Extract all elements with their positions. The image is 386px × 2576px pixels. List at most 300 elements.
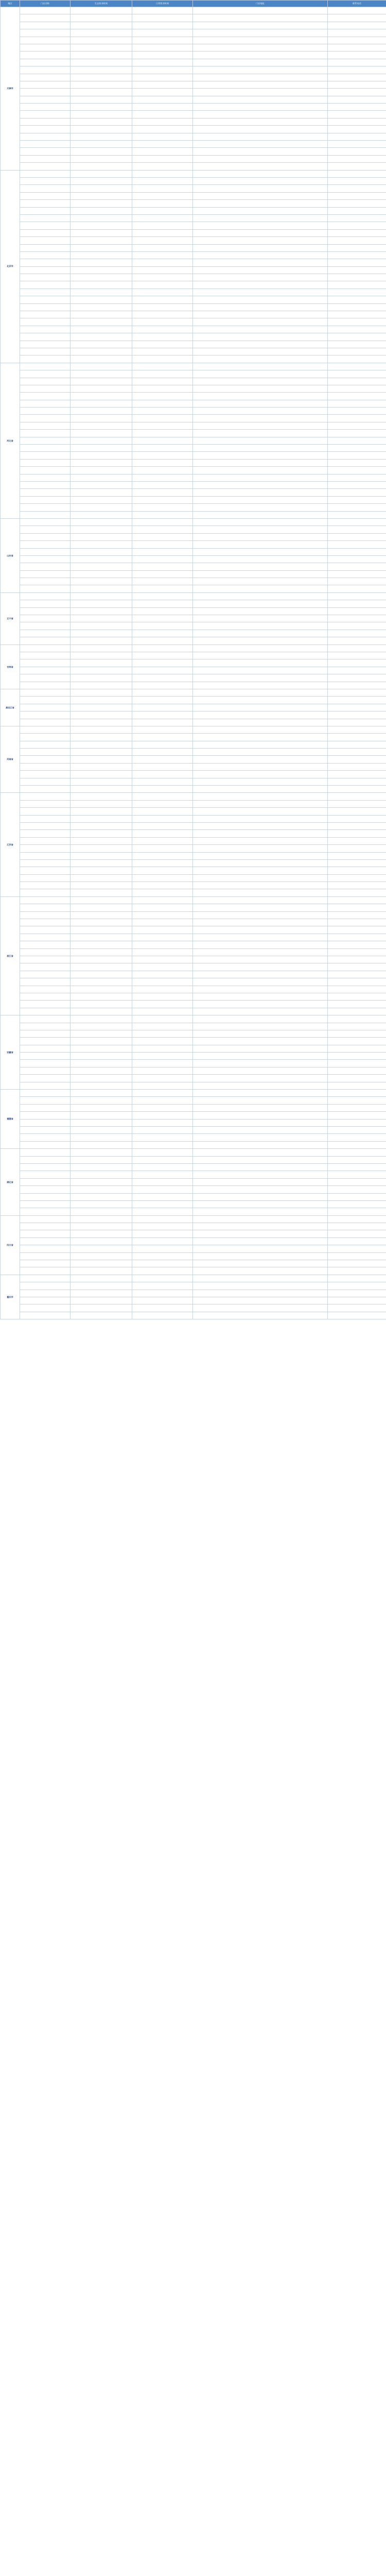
table-cell <box>71 637 132 645</box>
table-cell <box>71 251 132 259</box>
table-row <box>1 1134 386 1141</box>
table-cell <box>132 859 193 867</box>
table-cell <box>132 1030 193 1037</box>
table-cell <box>193 1141 328 1148</box>
table-cell <box>328 719 386 726</box>
table-cell <box>71 244 132 251</box>
table-cell <box>71 919 132 926</box>
table-cell <box>71 896 132 904</box>
table-cell <box>132 222 193 229</box>
table-row <box>1 963 386 971</box>
table-cell <box>20 518 71 526</box>
table-cell <box>71 652 132 659</box>
table-cell <box>20 956 71 963</box>
table-cell <box>71 682 132 689</box>
table-cell <box>132 177 193 184</box>
table-cell <box>20 822 71 829</box>
table-cell <box>20 904 71 911</box>
table-row <box>1 1112 386 1119</box>
table-cell <box>328 749 386 756</box>
table-cell <box>71 585 132 592</box>
table-cell <box>328 1223 386 1230</box>
table-cell <box>132 163 193 170</box>
table-cell <box>328 711 386 719</box>
table-cell <box>20 170 71 177</box>
table-cell <box>20 548 71 555</box>
table-cell <box>193 1230 328 1238</box>
table-row <box>1 1015 386 1023</box>
table-row <box>1 555 386 563</box>
table-cell <box>328 370 386 378</box>
table-cell <box>328 1275 386 1282</box>
table-cell <box>328 822 386 829</box>
table-cell <box>20 200 71 207</box>
table-cell <box>71 207 132 214</box>
table-row <box>1 66 386 74</box>
table-cell <box>193 1304 328 1312</box>
table-cell <box>71 445 132 452</box>
table-row <box>1 993 386 1000</box>
table-cell <box>193 200 328 207</box>
table-cell <box>71 622 132 630</box>
table-cell <box>328 229 386 236</box>
table-cell <box>71 645 132 652</box>
table-cell <box>328 14 386 22</box>
table-cell <box>20 415 71 422</box>
table-cell <box>132 1223 193 1230</box>
table-cell <box>193 734 328 741</box>
table-cell <box>71 185 132 192</box>
table-cell <box>132 348 193 355</box>
table-row <box>1 1119 386 1126</box>
table-cell <box>132 7 193 14</box>
table-cell <box>71 808 132 815</box>
table-cell <box>20 1208 71 1215</box>
table-cell <box>20 1053 71 1060</box>
table-cell <box>193 941 328 948</box>
table-cell <box>193 266 328 274</box>
table-cell <box>71 355 132 363</box>
table-row <box>1 1282 386 1290</box>
table-cell <box>193 800 328 807</box>
table-cell <box>20 763 71 770</box>
table-row <box>1 533 386 540</box>
region-cell: 河北省 <box>1 363 20 518</box>
region-cell: 吉林省 <box>1 645 20 689</box>
table-cell <box>132 652 193 659</box>
table-cell <box>132 941 193 948</box>
table-cell <box>71 1260 132 1267</box>
table-cell <box>193 1245 328 1252</box>
table-cell <box>193 289 328 296</box>
table-row <box>1 185 386 192</box>
table-cell <box>71 541 132 548</box>
table-cell <box>20 615 71 622</box>
table-cell <box>71 1267 132 1275</box>
table-cell <box>328 800 386 807</box>
table-cell <box>328 1297 386 1304</box>
table-row <box>1 615 386 622</box>
table-cell <box>20 1297 71 1304</box>
region-cell: 福建省 <box>1 1090 20 1149</box>
table-cell <box>328 104 386 111</box>
table-cell <box>132 756 193 763</box>
table-cell <box>20 978 71 986</box>
table-row <box>1 1163 386 1171</box>
table-cell <box>132 14 193 22</box>
table-cell <box>71 837 132 844</box>
table-cell <box>328 622 386 630</box>
table-cell <box>328 52 386 59</box>
table-cell <box>193 652 328 659</box>
table-cell <box>193 1267 328 1275</box>
header-phone: 联系电话 <box>328 1 386 7</box>
table-cell <box>20 526 71 533</box>
table-cell <box>328 393 386 400</box>
table-cell <box>71 1082 132 1089</box>
table-cell <box>132 1275 193 1282</box>
table-cell <box>132 118 193 125</box>
table-cell <box>328 518 386 526</box>
table-cell <box>20 659 71 667</box>
table-cell <box>20 1230 71 1238</box>
table-cell <box>132 496 193 503</box>
table-cell <box>71 1290 132 1297</box>
table-cell <box>193 963 328 971</box>
table-cell <box>71 793 132 800</box>
table-cell <box>328 237 386 244</box>
table-cell <box>71 7 132 14</box>
table-cell <box>132 489 193 496</box>
table-cell <box>132 674 193 682</box>
table-cell <box>132 1245 193 1252</box>
table-row <box>1 934 386 941</box>
table-cell <box>193 607 328 615</box>
table-row <box>1 44 386 51</box>
table-cell <box>328 341 386 348</box>
table-cell <box>328 548 386 555</box>
table-cell <box>193 7 328 14</box>
table-cell <box>132 126 193 133</box>
table-row <box>1 104 386 111</box>
table-row <box>1 749 386 756</box>
table-cell <box>193 756 328 763</box>
table-cell <box>328 882 386 889</box>
table-cell <box>20 845 71 852</box>
table-row <box>1 214 386 222</box>
table-cell <box>20 874 71 882</box>
table-cell <box>193 81 328 88</box>
table-cell <box>71 734 132 741</box>
table-row <box>1 251 386 259</box>
table-cell <box>71 363 132 370</box>
table-cell <box>193 689 328 696</box>
table-row <box>1 1090 386 1097</box>
table-cell <box>71 1304 132 1312</box>
table-cell <box>71 1186 132 1193</box>
table-cell <box>193 393 328 400</box>
table-cell <box>132 548 193 555</box>
table-cell <box>328 793 386 800</box>
table-cell <box>193 859 328 867</box>
table-cell <box>132 482 193 489</box>
table-cell <box>71 229 132 236</box>
table-cell <box>132 1134 193 1141</box>
table-cell <box>193 459 328 466</box>
table-cell <box>71 214 132 222</box>
table-cell <box>71 1193 132 1200</box>
table-cell <box>71 763 132 770</box>
table-cell <box>132 437 193 444</box>
table-cell <box>193 874 328 882</box>
table-cell <box>71 1215 132 1223</box>
table-cell <box>20 808 71 815</box>
table-row <box>1 1223 386 1230</box>
table-cell <box>328 214 386 222</box>
table-cell <box>20 214 71 222</box>
table-cell <box>193 229 328 236</box>
table-cell <box>132 786 193 793</box>
table-cell <box>132 1060 193 1067</box>
table-row <box>1 592 386 600</box>
table-cell <box>193 170 328 177</box>
table-cell <box>20 682 71 689</box>
table-cell <box>71 1075 132 1082</box>
table-row <box>1 845 386 852</box>
table-row <box>1 59 386 66</box>
table-cell <box>20 207 71 214</box>
table-row <box>1 141 386 148</box>
table-cell <box>132 1267 193 1275</box>
table-cell <box>132 244 193 251</box>
table-cell <box>20 378 71 385</box>
table-row <box>1 52 386 59</box>
table-cell <box>328 919 386 926</box>
table-cell <box>71 1282 132 1290</box>
table-cell <box>132 311 193 318</box>
table-cell <box>193 808 328 815</box>
table-cell <box>20 786 71 793</box>
table-cell <box>71 978 132 986</box>
table-cell <box>328 786 386 793</box>
table-cell <box>132 815 193 822</box>
table-cell <box>328 771 386 778</box>
table-cell <box>193 830 328 837</box>
table-cell <box>132 111 193 118</box>
table-cell <box>193 682 328 689</box>
table-cell <box>328 259 386 266</box>
table-cell <box>328 482 386 489</box>
table-cell <box>71 852 132 859</box>
table-cell <box>20 1030 71 1037</box>
table-cell <box>71 697 132 704</box>
table-cell <box>328 244 386 251</box>
table-row <box>1 682 386 689</box>
table-cell <box>193 518 328 526</box>
table-row <box>1 637 386 645</box>
table-cell <box>193 452 328 459</box>
table-cell <box>20 274 71 281</box>
table-cell <box>193 1104 328 1111</box>
table-row <box>1 244 386 251</box>
table-cell <box>328 526 386 533</box>
table-row <box>1 408 386 415</box>
region-cell: 重庆市 <box>1 1275 20 1319</box>
table-cell <box>20 711 71 719</box>
table-cell <box>71 430 132 437</box>
table-cell <box>132 355 193 363</box>
table-cell <box>71 170 132 177</box>
table-cell <box>328 326 386 333</box>
table-cell <box>71 341 132 348</box>
table-row <box>1 311 386 318</box>
table-cell <box>20 185 71 192</box>
table-row <box>1 266 386 274</box>
table-cell <box>20 852 71 859</box>
table-row <box>1 289 386 296</box>
table-cell <box>132 1186 193 1193</box>
table-cell <box>20 741 71 748</box>
table-row <box>1 1097 386 1104</box>
table-cell <box>20 555 71 563</box>
table-cell <box>328 126 386 133</box>
table-cell <box>193 59 328 66</box>
table-cell <box>132 822 193 829</box>
table-cell <box>328 511 386 518</box>
table-row <box>1 170 386 177</box>
table-cell <box>71 778 132 785</box>
table-cell <box>132 452 193 459</box>
table-row <box>1 400 386 407</box>
table-cell <box>20 652 71 659</box>
table-cell <box>132 170 193 177</box>
table-cell <box>71 415 132 422</box>
table-row <box>1 704 386 711</box>
table-cell <box>193 1126 328 1133</box>
table-cell <box>71 296 132 303</box>
table-cell <box>20 1126 71 1133</box>
table-cell <box>20 986 71 993</box>
table-cell <box>20 222 71 229</box>
table-cell <box>193 993 328 1000</box>
table-cell <box>20 674 71 682</box>
table-cell <box>193 341 328 348</box>
table-cell <box>193 815 328 822</box>
table-row <box>1 711 386 719</box>
table-cell <box>328 578 386 585</box>
table-cell <box>132 378 193 385</box>
table-cell <box>20 578 71 585</box>
table-cell <box>71 133 132 140</box>
table-cell <box>328 185 386 192</box>
table-cell <box>193 126 328 133</box>
table-cell <box>71 533 132 540</box>
table-row <box>1 452 386 459</box>
table-cell <box>71 711 132 719</box>
table-row <box>1 207 386 214</box>
table-cell <box>71 1038 132 1045</box>
table-cell <box>71 326 132 333</box>
table-cell <box>20 911 71 919</box>
table-cell <box>20 7 71 14</box>
table-cell <box>71 749 132 756</box>
table-cell <box>193 422 328 429</box>
table-cell <box>20 1038 71 1045</box>
table-cell <box>328 1015 386 1023</box>
table-cell <box>328 645 386 652</box>
table-cell <box>328 1134 386 1141</box>
table-cell <box>328 81 386 88</box>
table-cell <box>20 1090 71 1097</box>
table-row <box>1 96 386 103</box>
table-cell <box>71 889 132 896</box>
table-row <box>1 1260 386 1267</box>
table-cell <box>20 251 71 259</box>
table-cell <box>71 303 132 311</box>
table-cell <box>132 711 193 719</box>
table-cell <box>132 22 193 29</box>
table-row <box>1 155 386 162</box>
table-row <box>1 978 386 986</box>
table-cell <box>132 1149 193 1156</box>
table-cell <box>328 911 386 919</box>
table-cell <box>193 526 328 533</box>
table-cell <box>132 919 193 926</box>
table-row <box>1 1038 386 1045</box>
table-cell <box>20 229 71 236</box>
table-cell <box>193 1060 328 1067</box>
table-cell <box>132 1215 193 1223</box>
table-row <box>1 430 386 437</box>
table-row <box>1 296 386 303</box>
table-cell <box>20 44 71 51</box>
table-cell <box>328 1267 386 1275</box>
table-cell <box>193 1067 328 1074</box>
table-row <box>1 815 386 822</box>
table-cell <box>132 207 193 214</box>
table-row <box>1 393 386 400</box>
table-cell <box>20 1171 71 1178</box>
table-cell <box>132 771 193 778</box>
table-cell <box>193 1200 328 1208</box>
table-row <box>1 1082 386 1089</box>
table-cell <box>20 600 71 607</box>
table-cell <box>71 548 132 555</box>
table-cell <box>20 474 71 481</box>
table-cell <box>328 563 386 570</box>
table-cell <box>193 29 328 37</box>
table-cell <box>193 118 328 125</box>
table-cell <box>328 29 386 37</box>
table-cell <box>193 926 328 934</box>
table-row <box>1 926 386 934</box>
table-row <box>1 1267 386 1275</box>
table-cell <box>328 430 386 437</box>
table-cell <box>193 1171 328 1178</box>
table-cell <box>193 1208 328 1215</box>
table-cell <box>132 563 193 570</box>
table-cell <box>71 615 132 622</box>
table-cell <box>328 934 386 941</box>
table-cell <box>20 148 71 155</box>
table-row <box>1 518 386 526</box>
table-cell <box>20 341 71 348</box>
table-cell <box>193 1163 328 1171</box>
table-cell <box>132 29 193 37</box>
table-cell <box>328 96 386 103</box>
table-cell <box>71 1112 132 1119</box>
table-cell <box>132 971 193 978</box>
